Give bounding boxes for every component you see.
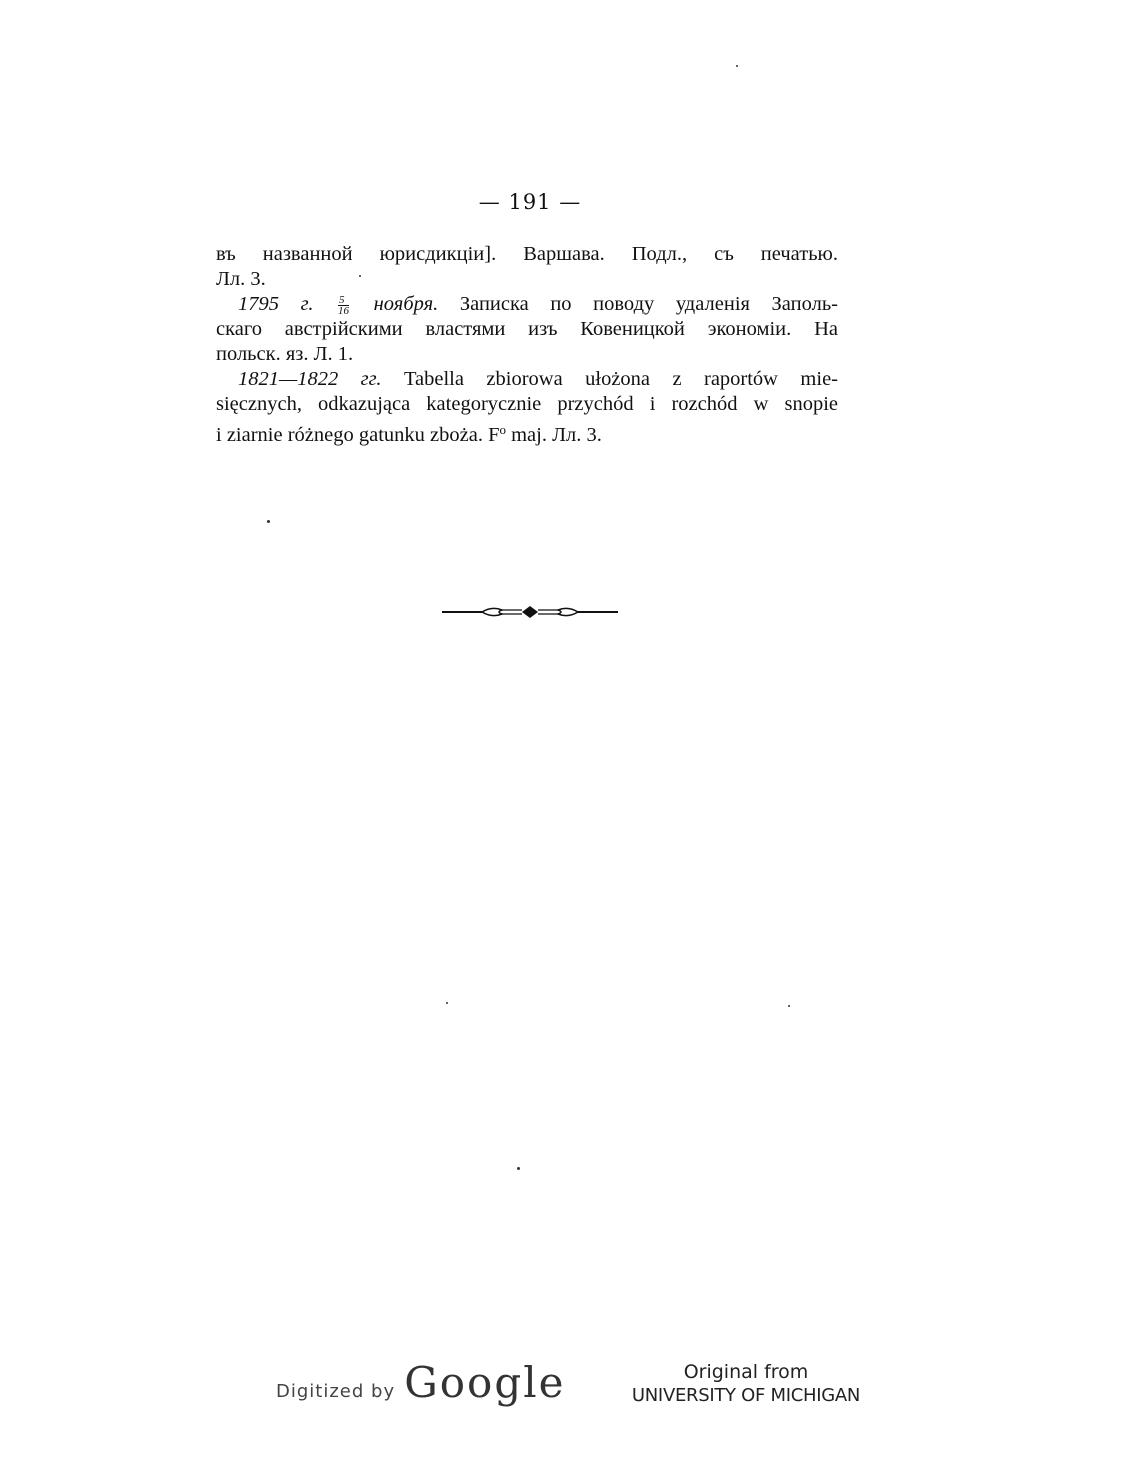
scan-speck (517, 1167, 520, 1170)
entry-1821 (216, 367, 838, 448)
date-fraction (338, 295, 349, 316)
fraction-numerator: 5 (338, 295, 349, 306)
entry-date: 1821—1822 гг. (238, 368, 382, 390)
entry-date-year: 1795 г. (238, 293, 314, 315)
entry-text: i ziarnie różnego gatunku zboża. F (216, 424, 500, 446)
digitized-by-text: Digitized by (276, 1381, 396, 1402)
text-line (216, 292, 838, 317)
scan-speck (359, 275, 361, 277)
text-line: sięcznych, odkazująca kategorycznie przychód i rozchód w snopie (216, 393, 838, 415)
scan-speck (736, 65, 738, 67)
text-line: въ названной юрисдикціи]. Варшава. Подл., съ печатью. (216, 243, 838, 265)
original-from-text: Original from (683, 1361, 809, 1383)
entry-text: maj. Лл. 3. (505, 424, 602, 446)
text-line (216, 367, 838, 392)
fraction-denominator: 16 (338, 304, 350, 317)
entry-text: Tabella zbiorowa ułożona z raportów mie- (403, 368, 838, 390)
entry-text: Записка по поводу удаленія Заполь- (459, 293, 838, 315)
scan-speck (446, 1002, 448, 1004)
ornament-divider (440, 602, 620, 622)
digitized-by-watermark (276, 1358, 566, 1408)
scan-speck (267, 520, 270, 523)
entry-date-month: ноября. (373, 293, 439, 315)
entry-1795 (216, 292, 838, 367)
entry-continuation (216, 242, 838, 292)
text-line: польск. яз. Л. 1. (216, 343, 354, 365)
university-name: UNIVERSITY OF MICHIGAN (631, 1385, 861, 1406)
page-number: — 191 — (478, 190, 582, 214)
text-line: скаго австрійскими властями изъ Ковеницкой экономіи. На (216, 318, 838, 340)
scan-speck (788, 1005, 790, 1007)
original-from-watermark (620, 1360, 872, 1408)
text-line: Лл. 3. (216, 268, 266, 290)
superscript: o (499, 422, 506, 437)
text-block (216, 242, 838, 448)
google-logo: Google (404, 1358, 566, 1407)
text-line (216, 417, 838, 448)
